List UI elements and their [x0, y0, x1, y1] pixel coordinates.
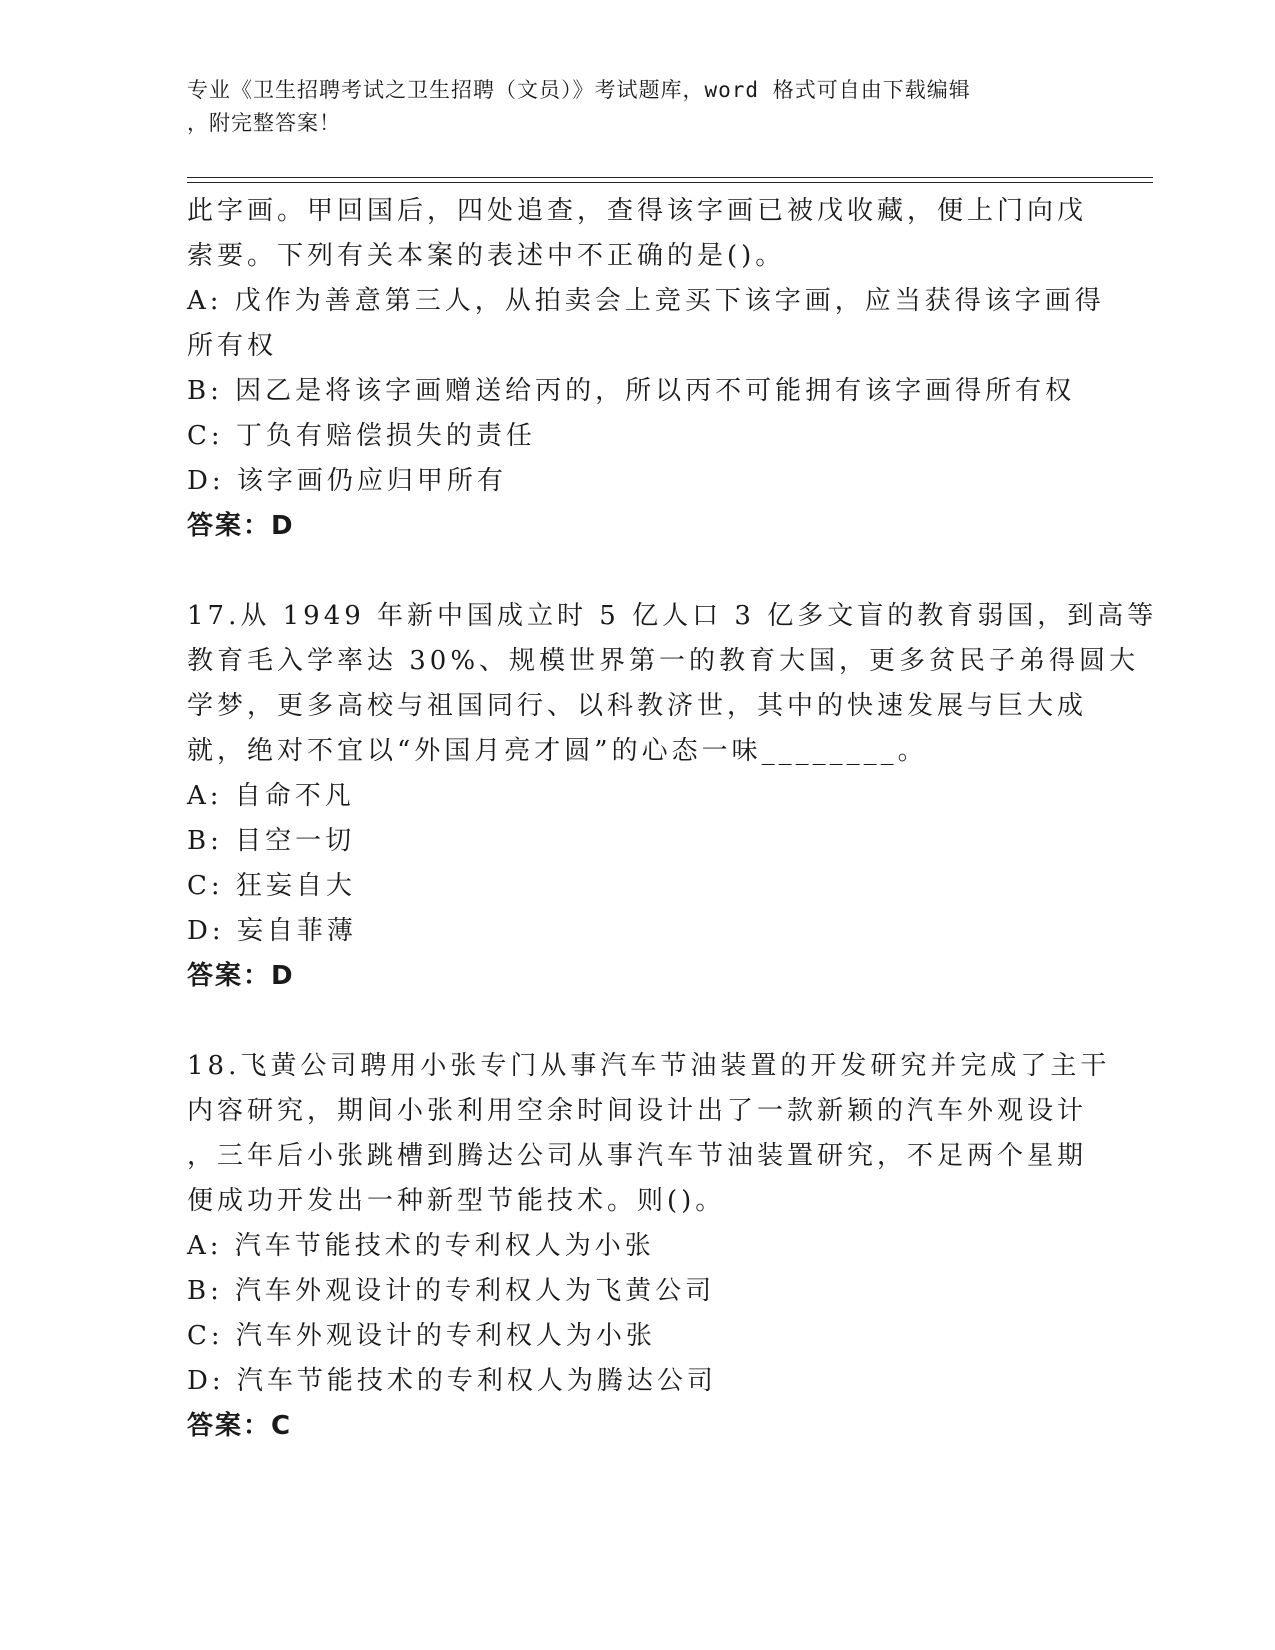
header-title-line-1: 专业《卫生招聘考试之卫生招聘（文员）》考试题库，word 格式可自由下载编辑	[187, 78, 971, 102]
option-a: A: 自命不凡	[187, 781, 355, 811]
option-a: A: 汽车节能技术的专利权人为小张	[187, 1231, 655, 1261]
question-stem-line: 此字画。甲回国后，四处追查，查得该字画已被戊收藏，便上门向戊	[187, 196, 1088, 226]
question-stem-line: 17.从 1949 年新中国成立时 5 亿人口 3 亿多文盲的教育弱国，到高等	[187, 601, 1158, 631]
spacer	[187, 999, 1087, 1044]
option-d: D: 妄自菲薄	[187, 916, 357, 946]
question-stem-line: 内容研究，期间小张利用空余时间设计出了一款新颖的汽车外观设计	[187, 1096, 1088, 1126]
option-a-continued: 所有权	[187, 331, 278, 361]
option-d: D: 汽车节能技术的专利权人为腾达公司	[187, 1366, 717, 1396]
question-stem-line: 便成功开发出一种新型节能技术。则()。	[187, 1186, 726, 1216]
header-rule-bottom	[187, 182, 1153, 183]
option-c: C: 汽车外观设计的专利权人为小张	[187, 1321, 656, 1351]
question-16	[187, 189, 1105, 549]
header-rule-top	[187, 177, 1153, 178]
question-stem-line: 教育毛入学率达 30%、规模世界第一的教育大国，更多贫民子弟得圆大	[187, 646, 1140, 676]
option-c: C: 狂妄自大	[187, 871, 356, 901]
option-b: B: 汽车外观设计的专利权人为飞黄公司	[187, 1276, 716, 1306]
option-c: C: 丁负有赔偿损失的责任	[187, 421, 536, 451]
question-stem-line: 索要。下列有关本案的表述中不正确的是()。	[187, 241, 786, 271]
option-d: D: 该字画仍应归甲所有	[187, 466, 507, 496]
question-stem-line: 18.飞黄公司聘用小张专门从事汽车节油装置的开发研究并完成了主干	[187, 1051, 1111, 1081]
answer-label: 答案：C	[187, 1411, 293, 1441]
spacer	[187, 549, 1087, 594]
question-list	[187, 189, 1158, 1449]
page-header	[187, 74, 1067, 140]
question-17	[187, 594, 1158, 999]
answer-label: 答案：D	[187, 511, 295, 541]
option-b: B: 因乙是将该字画赠送给丙的，所以丙不可能拥有该字画得所有权	[187, 376, 1076, 406]
answer-label: 答案：D	[187, 961, 295, 991]
header-title-line-2: ，附完整答案！	[187, 111, 341, 135]
option-b: B: 目空一切	[187, 826, 356, 856]
option-a: A: 戊作为善意第三人，从拍卖会上竞买下该字画，应当获得该字画得	[187, 286, 1105, 316]
question-stem-line: 就，绝对不宜以“外国月亮才圆”的心态一味________。	[187, 736, 928, 766]
question-stem-line: ，三年后小张跳槽到腾达公司从事汽车节油装置研究，不足两个星期	[187, 1141, 1088, 1171]
question-18	[187, 1044, 1111, 1449]
question-stem-line: 学梦，更多高校与祖国同行、以科教济世，其中的快速发展与巨大成	[187, 691, 1088, 721]
